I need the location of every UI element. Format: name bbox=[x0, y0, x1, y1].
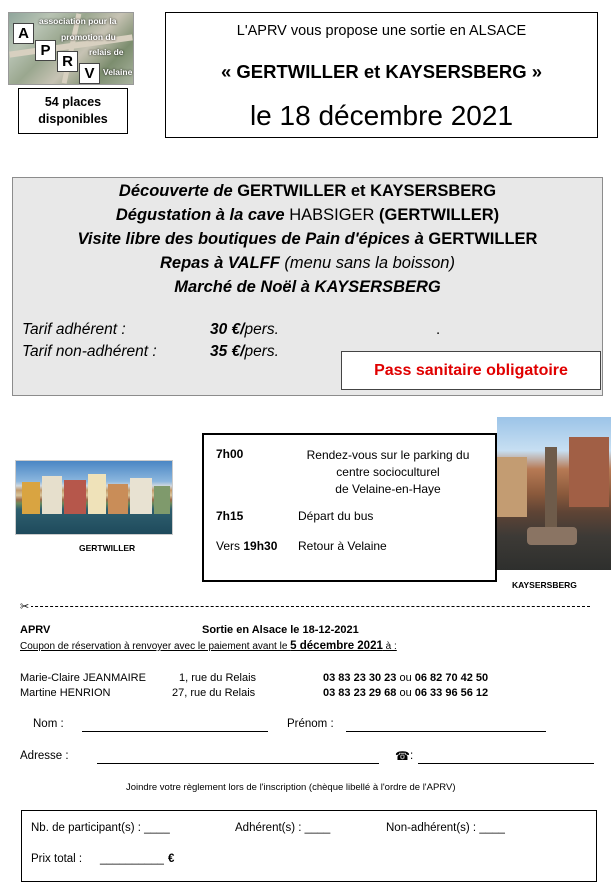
contact-ou: ou bbox=[396, 687, 415, 699]
tarif-adherent-label: Tarif adhérent : bbox=[22, 321, 126, 338]
coupon-event: Sortie en Alsace le 18-12-2021 bbox=[202, 624, 359, 636]
kaysersberg-caption: KAYSERSBERG bbox=[512, 580, 577, 590]
coupon-return-end: à : bbox=[382, 641, 397, 652]
contact-phone: 03 83 23 29 68 bbox=[323, 687, 397, 699]
program-winery: HABSIGER bbox=[289, 206, 375, 224]
building-shape bbox=[497, 457, 527, 517]
contact-address: 1, rue du Relais bbox=[179, 672, 257, 684]
program-line-1 bbox=[13, 182, 602, 201]
phone-icon: ☎ bbox=[395, 749, 410, 763]
house-shape bbox=[64, 480, 86, 514]
price-unit: pers. bbox=[244, 343, 279, 360]
program-text: Dégustation à la cave bbox=[115, 206, 290, 224]
house-shape bbox=[88, 474, 106, 514]
contact-phones bbox=[323, 672, 488, 684]
non-adherents-field[interactable]: Non-adhérent(s) : ____ bbox=[386, 822, 505, 834]
fountain-basin bbox=[527, 527, 577, 545]
schedule-desc: Retour à Velaine bbox=[298, 539, 387, 553]
prenom-label: Prénom : bbox=[287, 718, 334, 730]
totals-box bbox=[21, 810, 597, 882]
house-shape bbox=[22, 482, 40, 514]
price-value: 35 €/ bbox=[210, 343, 245, 360]
logo-letter-r: R bbox=[57, 51, 78, 72]
schedule-time-value: 19h30 bbox=[243, 539, 278, 553]
schedule-desc: Départ du bus bbox=[298, 509, 374, 523]
aprv-logo bbox=[8, 12, 134, 85]
schedule-desc-line: centre socioculturel bbox=[336, 465, 440, 479]
places-count: 54 places bbox=[44, 95, 102, 109]
program-line-4 bbox=[13, 254, 602, 273]
logo-letter-p: P bbox=[35, 40, 56, 61]
stray-dot: . bbox=[436, 321, 441, 338]
program-line-5: Marché de Noël à KAYSERSBERG bbox=[174, 278, 441, 296]
coupon-return-line bbox=[20, 640, 397, 652]
coupon-org: APRV bbox=[20, 624, 51, 636]
tarif-adherent-price bbox=[210, 321, 279, 339]
cut-line bbox=[20, 606, 590, 607]
program-place: GERTWILLER bbox=[428, 230, 538, 248]
contact-name: Martine HENRION bbox=[20, 687, 111, 699]
price-unit: pers. bbox=[244, 321, 279, 338]
program-line-3 bbox=[13, 230, 602, 249]
adherents-field[interactable]: Adhérent(s) : ____ bbox=[235, 822, 331, 834]
pass-sanitaire-notice: Pass sanitaire obligatoire bbox=[341, 351, 601, 390]
places-label: disponibles bbox=[38, 112, 108, 126]
header-date: le 18 décembre 2021 bbox=[249, 100, 514, 131]
logo-text: association pour la bbox=[39, 16, 117, 26]
contact-phone: 06 33 96 56 12 bbox=[414, 687, 489, 699]
program-place: (GERTWILLER) bbox=[374, 206, 500, 224]
contact-phone: 06 82 70 42 50 bbox=[414, 672, 489, 684]
house-shape bbox=[42, 476, 62, 514]
contact-phone: 03 83 23 30 23 bbox=[323, 672, 397, 684]
prix-total-field[interactable]: __________ bbox=[100, 853, 164, 865]
participants-field[interactable]: Nb. de participant(s) : ____ bbox=[31, 822, 170, 834]
header-box bbox=[165, 12, 598, 138]
contact-phones bbox=[323, 687, 488, 699]
prix-total-label: Prix total : bbox=[31, 853, 83, 865]
program-place: GERTWILLER et KAYSERSBERG bbox=[237, 182, 497, 200]
program-text: Découverte de bbox=[118, 182, 238, 200]
schedule-desc bbox=[298, 447, 478, 498]
program-line-2 bbox=[13, 206, 602, 225]
header-intro: L'APRV vous propose une sortie en ALSACE bbox=[236, 23, 527, 39]
contact-ou: ou bbox=[396, 672, 415, 684]
program-note: (menu sans la boisson) bbox=[279, 254, 455, 272]
logo-text: Velaine bbox=[103, 67, 133, 77]
house-shape bbox=[130, 478, 152, 514]
schedule-desc-line: de Velaine-en-Haye bbox=[335, 482, 441, 496]
adresse-label: Adresse : bbox=[20, 750, 69, 762]
adresse-field[interactable] bbox=[97, 763, 379, 764]
program-text: Repas à VALFF bbox=[160, 254, 280, 272]
coupon-return-text: Coupon de réservation à renvoyer avec le paiement avant le bbox=[20, 641, 291, 652]
nom-field[interactable] bbox=[82, 731, 268, 732]
scissors-icon: ✂ bbox=[20, 601, 30, 613]
kaysersberg-photo bbox=[497, 417, 611, 570]
places-box bbox=[18, 88, 128, 134]
tarif-non-adherent-price bbox=[210, 343, 279, 361]
nom-label: Nom : bbox=[33, 718, 64, 730]
contact-name: Marie-Claire JEANMAIRE bbox=[20, 672, 146, 684]
schedule-box bbox=[202, 433, 497, 582]
schedule-time: 7h15 bbox=[216, 509, 244, 523]
program-text: Visite libre des boutiques de Pain d'épices à bbox=[77, 230, 429, 248]
building-shape bbox=[569, 437, 609, 507]
logo-text: promotion du bbox=[61, 32, 116, 42]
coupon-deadline: 5 décembre 2021 bbox=[290, 640, 383, 652]
logo-letter-a: A bbox=[13, 23, 34, 44]
logo-letter-v: V bbox=[79, 63, 100, 84]
price-value: 30 €/ bbox=[210, 321, 245, 338]
house-shape bbox=[154, 486, 170, 514]
tarif-non-adherent-label: Tarif non-adhérent : bbox=[22, 343, 157, 360]
header-title: « GERTWILLER et KAYSERSBERG » bbox=[220, 61, 543, 82]
schedule-time bbox=[216, 539, 277, 553]
schedule-desc-line: Rendez-vous sur le parking du bbox=[306, 448, 470, 462]
joindre-note: Joindre votre règlement lors de l'inscription (chèque libellé à l'ordre de l'APRV) bbox=[126, 782, 456, 793]
phone-field[interactable] bbox=[418, 763, 594, 764]
gertwiller-photo bbox=[15, 460, 173, 535]
logo-text: relais de bbox=[89, 47, 124, 57]
fountain-column bbox=[545, 447, 557, 537]
contact-address: 27, rue du Relais bbox=[172, 687, 256, 699]
house-shape bbox=[108, 484, 128, 514]
phone-colon: : bbox=[410, 750, 414, 762]
schedule-time-prefix: Vers bbox=[216, 539, 244, 553]
currency-symbol: € bbox=[168, 853, 175, 865]
schedule-time: 7h00 bbox=[216, 447, 244, 461]
gertwiller-caption: GERTWILLER bbox=[79, 543, 136, 553]
prenom-field[interactable] bbox=[346, 731, 546, 732]
